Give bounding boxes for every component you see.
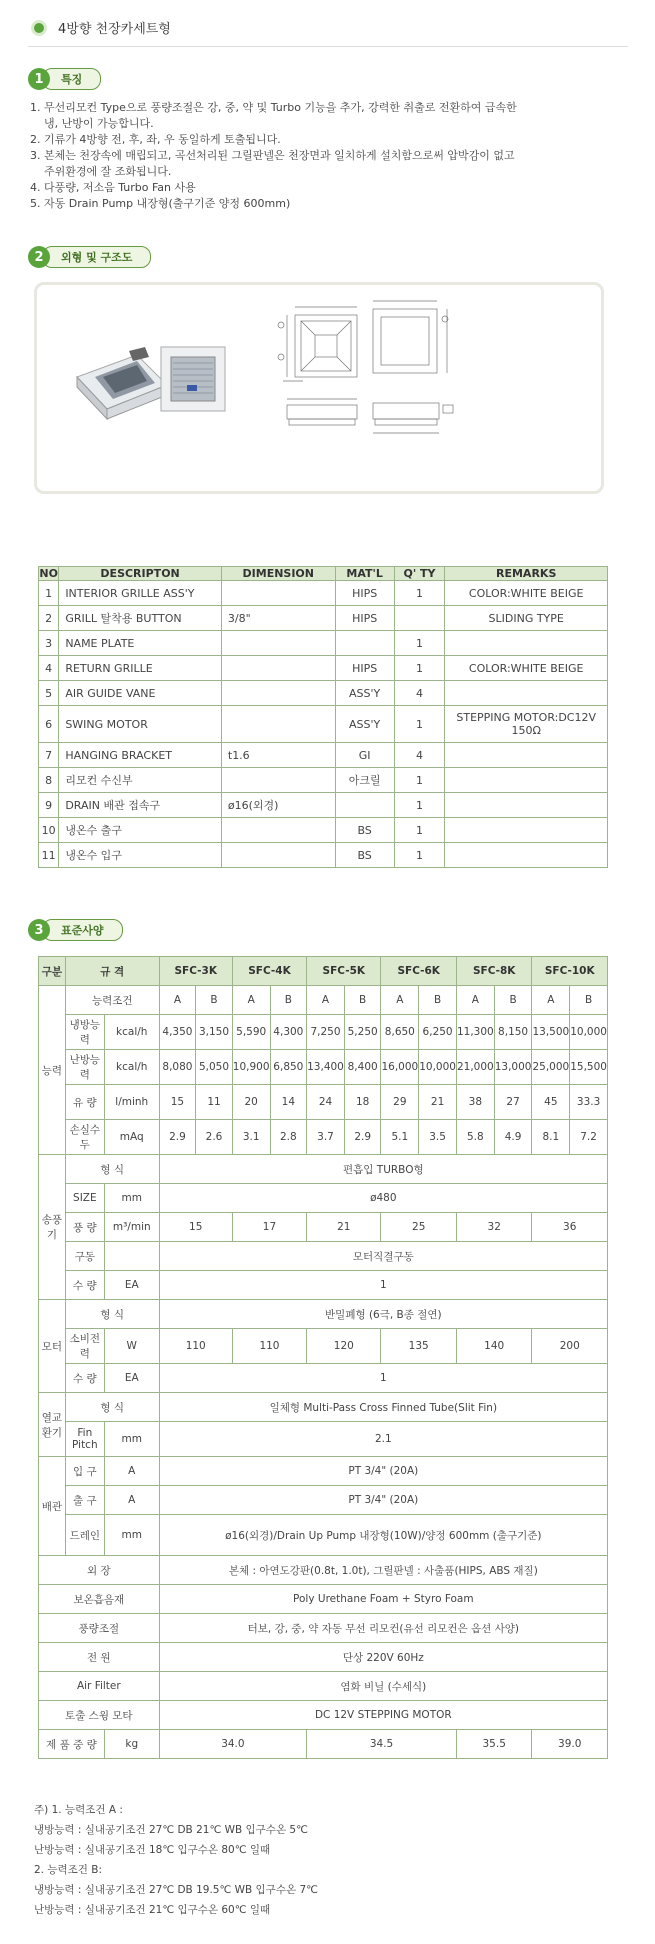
table-cell: Fin Pitch bbox=[65, 1422, 104, 1457]
table-cell bbox=[335, 631, 394, 656]
table-cell: AIR GUIDE VANE bbox=[59, 681, 222, 706]
table-cell: 4 bbox=[39, 656, 59, 681]
table-cell: 아크릴 bbox=[335, 768, 394, 793]
table-cell: 13,000 bbox=[494, 1050, 532, 1085]
note-line: 난방능력 : 실내공기조건 21℃ 입구수온 60℃ 일때 bbox=[34, 1904, 271, 1916]
table-cell: 135 bbox=[381, 1329, 457, 1364]
note-line: 난방능력 : 실내공기조건 18℃ 입구수온 80℃ 일때 bbox=[34, 1844, 271, 1856]
group-label: 능력 bbox=[39, 986, 66, 1155]
table-cell: 8,080 bbox=[159, 1050, 196, 1085]
table-cell: 풍 량 bbox=[65, 1213, 104, 1242]
table-cell: 2.1 bbox=[159, 1422, 607, 1457]
feature-item: 3. 본체는 천장속에 매립되고, 곡선처리된 그릴판넬은 천장면과 일치하게 설치함으로써 압박감이 없고 bbox=[30, 149, 515, 162]
section-outline-header bbox=[28, 246, 151, 268]
table-cell: 2.9 bbox=[159, 1120, 196, 1155]
table-cell: RETURN GRILLE bbox=[59, 656, 222, 681]
table-cell: 45 bbox=[532, 1085, 570, 1120]
table-cell bbox=[445, 793, 608, 818]
table-cell: 200 bbox=[532, 1329, 608, 1364]
model-header-cell: SFC-10K bbox=[532, 957, 608, 986]
table-cell: COLOR:WHITE BEIGE bbox=[445, 656, 608, 681]
table-cell: 1 bbox=[394, 768, 445, 793]
table-cell: 15 bbox=[159, 1085, 196, 1120]
table-cell: 20 bbox=[232, 1085, 270, 1120]
feature-item: 2. 기류가 4방향 전, 후, 좌, 우 동일하게 토출됩니다. bbox=[30, 133, 281, 146]
note-line: 주) 1. 능력조건 A : bbox=[34, 1804, 123, 1816]
table-cell bbox=[394, 606, 445, 631]
table-row bbox=[39, 656, 608, 681]
table-cell: 수 량 bbox=[65, 1364, 104, 1393]
table-cell: EA bbox=[104, 1364, 159, 1393]
table-cell: 1 bbox=[39, 581, 59, 606]
table-row bbox=[39, 1422, 608, 1457]
table-cell: ASS'Y bbox=[335, 681, 394, 706]
table-cell: 4 bbox=[394, 681, 445, 706]
note-line: 냉방능력 : 실내공기조건 27℃ DB 19.5℃ WB 입구수온 7℃ bbox=[34, 1884, 318, 1896]
table-cell: 11 bbox=[196, 1085, 233, 1120]
table-cell: 10,900 bbox=[232, 1050, 270, 1085]
table-cell: 8.1 bbox=[532, 1120, 570, 1155]
table-cell: GRILL 탈착용 BUTTON bbox=[59, 606, 222, 631]
cassette-photo-icon bbox=[77, 347, 167, 419]
table-cell: B bbox=[570, 986, 608, 1015]
table-row bbox=[39, 1672, 608, 1701]
table-cell: 유 량 bbox=[65, 1085, 104, 1120]
table-cell: DRAIN 배관 접속구 bbox=[59, 793, 222, 818]
table-row bbox=[39, 1085, 608, 1120]
table-cell: SIZE bbox=[65, 1184, 104, 1213]
table-cell: 출 구 bbox=[65, 1486, 104, 1515]
table-row bbox=[39, 818, 608, 843]
table-cell bbox=[221, 818, 335, 843]
table-row bbox=[39, 793, 608, 818]
table-cell: 4.9 bbox=[494, 1120, 532, 1155]
table-cell: 9 bbox=[39, 793, 59, 818]
table-cell: BS bbox=[335, 843, 394, 868]
table-cell: B bbox=[494, 986, 532, 1015]
parts-header-cell: Q' TY bbox=[394, 567, 445, 581]
table-cell: kcal/h bbox=[104, 1015, 159, 1050]
table-cell: 10,000 bbox=[419, 1050, 457, 1085]
table-cell: 8,650 bbox=[381, 1015, 419, 1050]
table-row bbox=[39, 1015, 608, 1050]
table-cell: 21 bbox=[419, 1085, 457, 1120]
table-row bbox=[39, 1050, 608, 1085]
table-cell bbox=[445, 843, 608, 868]
table-row bbox=[39, 1730, 608, 1759]
table-cell: 6 bbox=[39, 706, 59, 743]
table-cell bbox=[445, 768, 608, 793]
table-row bbox=[39, 706, 608, 743]
table-cell: 25,000 bbox=[532, 1050, 570, 1085]
parts-header-cell: MAT'L bbox=[335, 567, 394, 581]
spec-notes bbox=[34, 1800, 318, 1920]
table-cell: 32 bbox=[456, 1213, 532, 1242]
table-row bbox=[39, 1184, 608, 1213]
table-cell: 21 bbox=[307, 1213, 381, 1242]
table-cell: 리모컨 수신부 bbox=[59, 768, 222, 793]
table-cell: DC 12V STEPPING MOTOR bbox=[159, 1701, 607, 1730]
table-cell: 3/8" bbox=[221, 606, 335, 631]
table-cell: 염화 비닐 (수세식) bbox=[159, 1672, 607, 1701]
table-row bbox=[39, 1486, 608, 1515]
table-cell: 8,400 bbox=[344, 1050, 381, 1085]
table-cell: 1 bbox=[394, 843, 445, 868]
table-cell: 6,850 bbox=[270, 1050, 307, 1085]
table-row bbox=[39, 606, 608, 631]
table-cell: 5 bbox=[39, 681, 59, 706]
table-cell: SWING MOTOR bbox=[59, 706, 222, 743]
group-label: 열교환기 bbox=[39, 1393, 66, 1457]
table-row bbox=[39, 631, 608, 656]
table-cell: 34.5 bbox=[307, 1730, 457, 1759]
table-cell: 3,150 bbox=[196, 1015, 233, 1050]
section-label: 표준사양 bbox=[42, 919, 123, 941]
table-cell: B bbox=[419, 986, 457, 1015]
model-header-cell: SFC-4K bbox=[232, 957, 306, 986]
table-cell: 4,350 bbox=[159, 1015, 196, 1050]
table-cell: 15 bbox=[159, 1213, 232, 1242]
table-row bbox=[39, 1364, 608, 1393]
table-cell: 10,000 bbox=[570, 1015, 608, 1050]
table-cell: 1 bbox=[159, 1364, 607, 1393]
table-cell: HANGING BRACKET bbox=[59, 743, 222, 768]
table-cell: NAME PLATE bbox=[59, 631, 222, 656]
group-label: 배관 bbox=[39, 1457, 66, 1556]
table-cell: kg bbox=[104, 1730, 159, 1759]
table-cell: 5.1 bbox=[381, 1120, 419, 1155]
table-cell: 2.9 bbox=[344, 1120, 381, 1155]
table-cell: 15,500 bbox=[570, 1050, 608, 1085]
table-cell: 보온흡음재 bbox=[39, 1585, 160, 1614]
table-cell: 형 식 bbox=[65, 1300, 159, 1329]
section-spec-header bbox=[28, 919, 123, 941]
table-cell: 38 bbox=[456, 1085, 494, 1120]
table-cell: 1 bbox=[394, 631, 445, 656]
table-row bbox=[39, 1643, 608, 1672]
table-row bbox=[39, 681, 608, 706]
table-cell bbox=[445, 631, 608, 656]
table-cell: 2.6 bbox=[196, 1120, 233, 1155]
table-cell bbox=[221, 681, 335, 706]
model-header-cell: SFC-8K bbox=[456, 957, 532, 986]
table-cell: 2 bbox=[39, 606, 59, 631]
table-cell: ø16(외경)/Drain Up Pump 내장형(10W)/양정 600mm (출구기준) bbox=[159, 1515, 607, 1556]
table-cell: 터보, 강, 중, 약 자동 무선 리모컨(유선 리모컨은 옵션 사양) bbox=[159, 1614, 607, 1643]
table-cell: 1 bbox=[394, 656, 445, 681]
table-cell: 14 bbox=[270, 1085, 307, 1120]
table-cell bbox=[104, 1242, 159, 1271]
table-cell: 본체 : 아연도강판(0.8t, 1.0t), 그릴판넬 : 사출품(HIPS, ABS 재질) bbox=[159, 1556, 607, 1585]
table-cell: SLIDING TYPE bbox=[445, 606, 608, 631]
table-cell: 1 bbox=[394, 793, 445, 818]
parts-header-cell: DESCRIPTON bbox=[59, 567, 222, 581]
table-row bbox=[39, 1556, 608, 1585]
table-cell: 110 bbox=[159, 1329, 232, 1364]
table-cell: 13,400 bbox=[307, 1050, 345, 1085]
table-cell: 냉온수 입구 bbox=[59, 843, 222, 868]
table-cell: 드레인 bbox=[65, 1515, 104, 1556]
table-cell: 냉방능력 bbox=[65, 1015, 104, 1050]
standard-spec-table bbox=[38, 956, 608, 1759]
table-cell: Air Filter bbox=[39, 1672, 160, 1701]
table-cell: 손실수두 bbox=[65, 1120, 104, 1155]
feature-item: 1. 무선리모컨 Type으로 풍량조절은 강, 중, 약 및 Turbo 기능을 추가, 강력한 취출로 전환하여 급속한 bbox=[30, 101, 517, 114]
table-cell bbox=[221, 706, 335, 743]
table-cell: STEPPING MOTOR:DC12V 150Ω bbox=[445, 706, 608, 743]
product-drawing bbox=[37, 285, 601, 491]
table-cell: 18 bbox=[344, 1085, 381, 1120]
table-cell: kcal/h bbox=[104, 1050, 159, 1085]
table-cell: PT 3/4" (20A) bbox=[159, 1486, 607, 1515]
top-view-drawing bbox=[278, 301, 448, 381]
table-cell: 110 bbox=[232, 1329, 306, 1364]
table-row bbox=[39, 743, 608, 768]
feature-item: 5. 자동 Drain Pump 내장형(출구기준 양정 600mm) bbox=[30, 197, 291, 210]
title-rule bbox=[28, 46, 628, 47]
table-cell: 16,000 bbox=[381, 1050, 419, 1085]
table-cell: 형 식 bbox=[65, 1393, 159, 1422]
table-cell: A bbox=[104, 1457, 159, 1486]
table-cell: COLOR:WHITE BEIGE bbox=[445, 581, 608, 606]
table-cell: 구동 bbox=[65, 1242, 104, 1271]
table-cell: A bbox=[532, 986, 570, 1015]
spec-header-cell: 구분 bbox=[39, 957, 66, 986]
parts-header-cell: DIMENSION bbox=[221, 567, 335, 581]
table-cell: 냉온수 출구 bbox=[59, 818, 222, 843]
feature-item: 냉, 난방이 가능합니다. bbox=[30, 117, 154, 130]
table-row bbox=[39, 986, 608, 1015]
table-cell: mm bbox=[104, 1422, 159, 1457]
table-cell: 단상 220V 60Hz bbox=[159, 1643, 607, 1672]
table-cell: ø480 bbox=[159, 1184, 607, 1213]
model-header-cell: SFC-6K bbox=[381, 957, 457, 986]
parts-header-cell: NO bbox=[39, 567, 58, 580]
table-cell: 21,000 bbox=[456, 1050, 494, 1085]
table-cell: 5,050 bbox=[196, 1050, 233, 1085]
table-row bbox=[39, 1701, 608, 1730]
outline-figure-box bbox=[34, 282, 604, 494]
table-cell: PT 3/4" (20A) bbox=[159, 1457, 607, 1486]
table-row bbox=[39, 768, 608, 793]
table-cell: 17 bbox=[232, 1213, 306, 1242]
section-label: 특징 bbox=[42, 68, 101, 90]
table-cell: 형 식 bbox=[65, 1155, 159, 1184]
table-cell: 난방능력 bbox=[65, 1050, 104, 1085]
table-cell: 36 bbox=[532, 1213, 608, 1242]
table-cell: 토출 스윙 모타 bbox=[39, 1701, 160, 1730]
table-cell: 6,250 bbox=[419, 1015, 457, 1050]
table-cell: 입 구 bbox=[65, 1457, 104, 1486]
table-row bbox=[39, 1515, 608, 1556]
table-cell: 4 bbox=[394, 743, 445, 768]
table-cell: 29 bbox=[381, 1085, 419, 1120]
side-view-drawing bbox=[287, 399, 453, 433]
section-number: 2 bbox=[28, 246, 50, 268]
table-cell: 4,300 bbox=[270, 1015, 307, 1050]
table-cell: A bbox=[159, 986, 196, 1015]
table-cell: mm bbox=[104, 1184, 159, 1213]
table-row bbox=[39, 1242, 608, 1271]
table-row bbox=[39, 1393, 608, 1422]
model-header-cell: SFC-5K bbox=[307, 957, 381, 986]
table-cell: A bbox=[307, 986, 345, 1015]
feature-item: 4. 다풍량, 저소음 Turbo Fan 사용 bbox=[30, 181, 196, 194]
features-list bbox=[30, 100, 620, 212]
feature-item: 주위환경에 잘 조화됩니다. bbox=[30, 165, 172, 178]
table-cell: HIPS bbox=[335, 656, 394, 681]
table-row bbox=[39, 843, 608, 868]
table-cell: l/minh bbox=[104, 1085, 159, 1120]
table-cell: 3.7 bbox=[307, 1120, 345, 1155]
table-cell: A bbox=[232, 986, 270, 1015]
table-cell: A bbox=[381, 986, 419, 1015]
table-cell: m³/min bbox=[104, 1213, 159, 1242]
table-cell: 27 bbox=[494, 1085, 532, 1120]
table-cell: BS bbox=[335, 818, 394, 843]
table-cell: W bbox=[104, 1329, 159, 1364]
table-cell: B bbox=[270, 986, 307, 1015]
spec-header-cell: 규 격 bbox=[65, 957, 159, 986]
table-cell: mAq bbox=[104, 1120, 159, 1155]
table-cell: 편흡입 TURBO형 bbox=[159, 1155, 607, 1184]
grille-photo-icon bbox=[161, 347, 225, 411]
group-label: 송풍기 bbox=[39, 1155, 66, 1300]
table-cell: ASS'Y bbox=[335, 706, 394, 743]
table-row bbox=[39, 581, 608, 606]
table-cell bbox=[445, 743, 608, 768]
section-number: 1 bbox=[28, 68, 50, 90]
table-cell: 3.1 bbox=[232, 1120, 270, 1155]
parts-table bbox=[38, 566, 608, 868]
table-cell: 1 bbox=[394, 706, 445, 743]
table-cell: 1 bbox=[159, 1271, 607, 1300]
table-row bbox=[39, 1329, 608, 1364]
table-row bbox=[39, 1120, 608, 1155]
table-cell bbox=[221, 656, 335, 681]
table-row bbox=[39, 1585, 608, 1614]
table-cell bbox=[445, 818, 608, 843]
table-cell: 120 bbox=[307, 1329, 381, 1364]
table-cell: EA bbox=[104, 1271, 159, 1300]
table-cell: 39.0 bbox=[532, 1730, 608, 1759]
table-cell: INTERIOR GRILLE ASS'Y bbox=[59, 581, 222, 606]
table-cell: 1 bbox=[394, 581, 445, 606]
table-cell: 8 bbox=[39, 768, 59, 793]
table-cell: 35.5 bbox=[456, 1730, 532, 1759]
table-cell bbox=[221, 768, 335, 793]
table-cell: 전 원 bbox=[39, 1643, 160, 1672]
table-cell: HIPS bbox=[335, 606, 394, 631]
section-label: 외형 및 구조도 bbox=[42, 246, 151, 268]
table-cell: 7,250 bbox=[307, 1015, 345, 1050]
table-cell: 일체형 Multi-Pass Cross Finned Tube(Slit Fin) bbox=[159, 1393, 607, 1422]
table-cell: 25 bbox=[381, 1213, 457, 1242]
table-cell: mm bbox=[104, 1515, 159, 1556]
table-cell bbox=[221, 581, 335, 606]
table-cell: 11 bbox=[39, 843, 59, 868]
table-cell: B bbox=[196, 986, 233, 1015]
table-cell: t1.6 bbox=[221, 743, 335, 768]
table-row bbox=[39, 1271, 608, 1300]
table-cell: 능력조건 bbox=[65, 986, 159, 1015]
table-row bbox=[39, 1300, 608, 1329]
table-cell: 24 bbox=[307, 1085, 345, 1120]
table-cell: 34.0 bbox=[159, 1730, 306, 1759]
table-cell: 5,250 bbox=[344, 1015, 381, 1050]
table-cell: 모터직결구동 bbox=[159, 1242, 607, 1271]
table-cell bbox=[445, 681, 608, 706]
table-cell: 5,590 bbox=[232, 1015, 270, 1050]
table-cell: 소비전력 bbox=[65, 1329, 104, 1364]
table-row bbox=[39, 957, 608, 986]
table-cell: 수 량 bbox=[65, 1271, 104, 1300]
title-dot bbox=[34, 23, 44, 33]
table-cell: 풍량조절 bbox=[39, 1614, 160, 1643]
table-cell: 3 bbox=[39, 631, 59, 656]
model-header-cell: SFC-3K bbox=[159, 957, 232, 986]
table-cell: 5.8 bbox=[456, 1120, 494, 1155]
table-cell: HIPS bbox=[335, 581, 394, 606]
parts-header-cell: REMARKS bbox=[445, 567, 608, 581]
note-line: 냉방능력 : 실내공기조건 27℃ DB 21℃ WB 입구수온 5℃ bbox=[34, 1824, 308, 1836]
table-cell: A bbox=[104, 1486, 159, 1515]
table-cell: 반밀폐형 (6극, B종 절연) bbox=[159, 1300, 607, 1329]
note-line: 2. 능력조건 B: bbox=[34, 1864, 103, 1876]
table-cell: 7 bbox=[39, 743, 59, 768]
table-cell: 2.8 bbox=[270, 1120, 307, 1155]
table-row bbox=[39, 1155, 608, 1184]
table-cell: 11,300 bbox=[456, 1015, 494, 1050]
section-features-header bbox=[28, 68, 101, 90]
table-cell: 3.5 bbox=[419, 1120, 457, 1155]
table-row bbox=[39, 1213, 608, 1242]
table-cell: A bbox=[456, 986, 494, 1015]
table-cell: GI bbox=[335, 743, 394, 768]
table-cell: 10 bbox=[39, 818, 59, 843]
table-cell: ø16(외경) bbox=[221, 793, 335, 818]
table-cell: Poly Urethane Foam + Styro Foam bbox=[159, 1585, 607, 1614]
table-cell: 7.2 bbox=[570, 1120, 608, 1155]
table-cell: B bbox=[344, 986, 381, 1015]
group-label: 모터 bbox=[39, 1300, 66, 1393]
table-cell bbox=[221, 631, 335, 656]
table-cell: 8,150 bbox=[494, 1015, 532, 1050]
table-cell: 제 품 중 량 bbox=[39, 1730, 105, 1759]
table-cell: 13,500 bbox=[532, 1015, 570, 1050]
page-title: 4방향 천장카세트형 bbox=[58, 22, 171, 37]
table-cell bbox=[221, 843, 335, 868]
table-cell: 1 bbox=[394, 818, 445, 843]
table-cell bbox=[335, 793, 394, 818]
table-row bbox=[39, 1614, 608, 1643]
table-cell: 33.3 bbox=[570, 1085, 608, 1120]
table-cell: 외 장 bbox=[39, 1556, 160, 1585]
table-cell: 140 bbox=[456, 1329, 532, 1364]
section-number: 3 bbox=[28, 919, 50, 941]
table-row bbox=[39, 1457, 608, 1486]
